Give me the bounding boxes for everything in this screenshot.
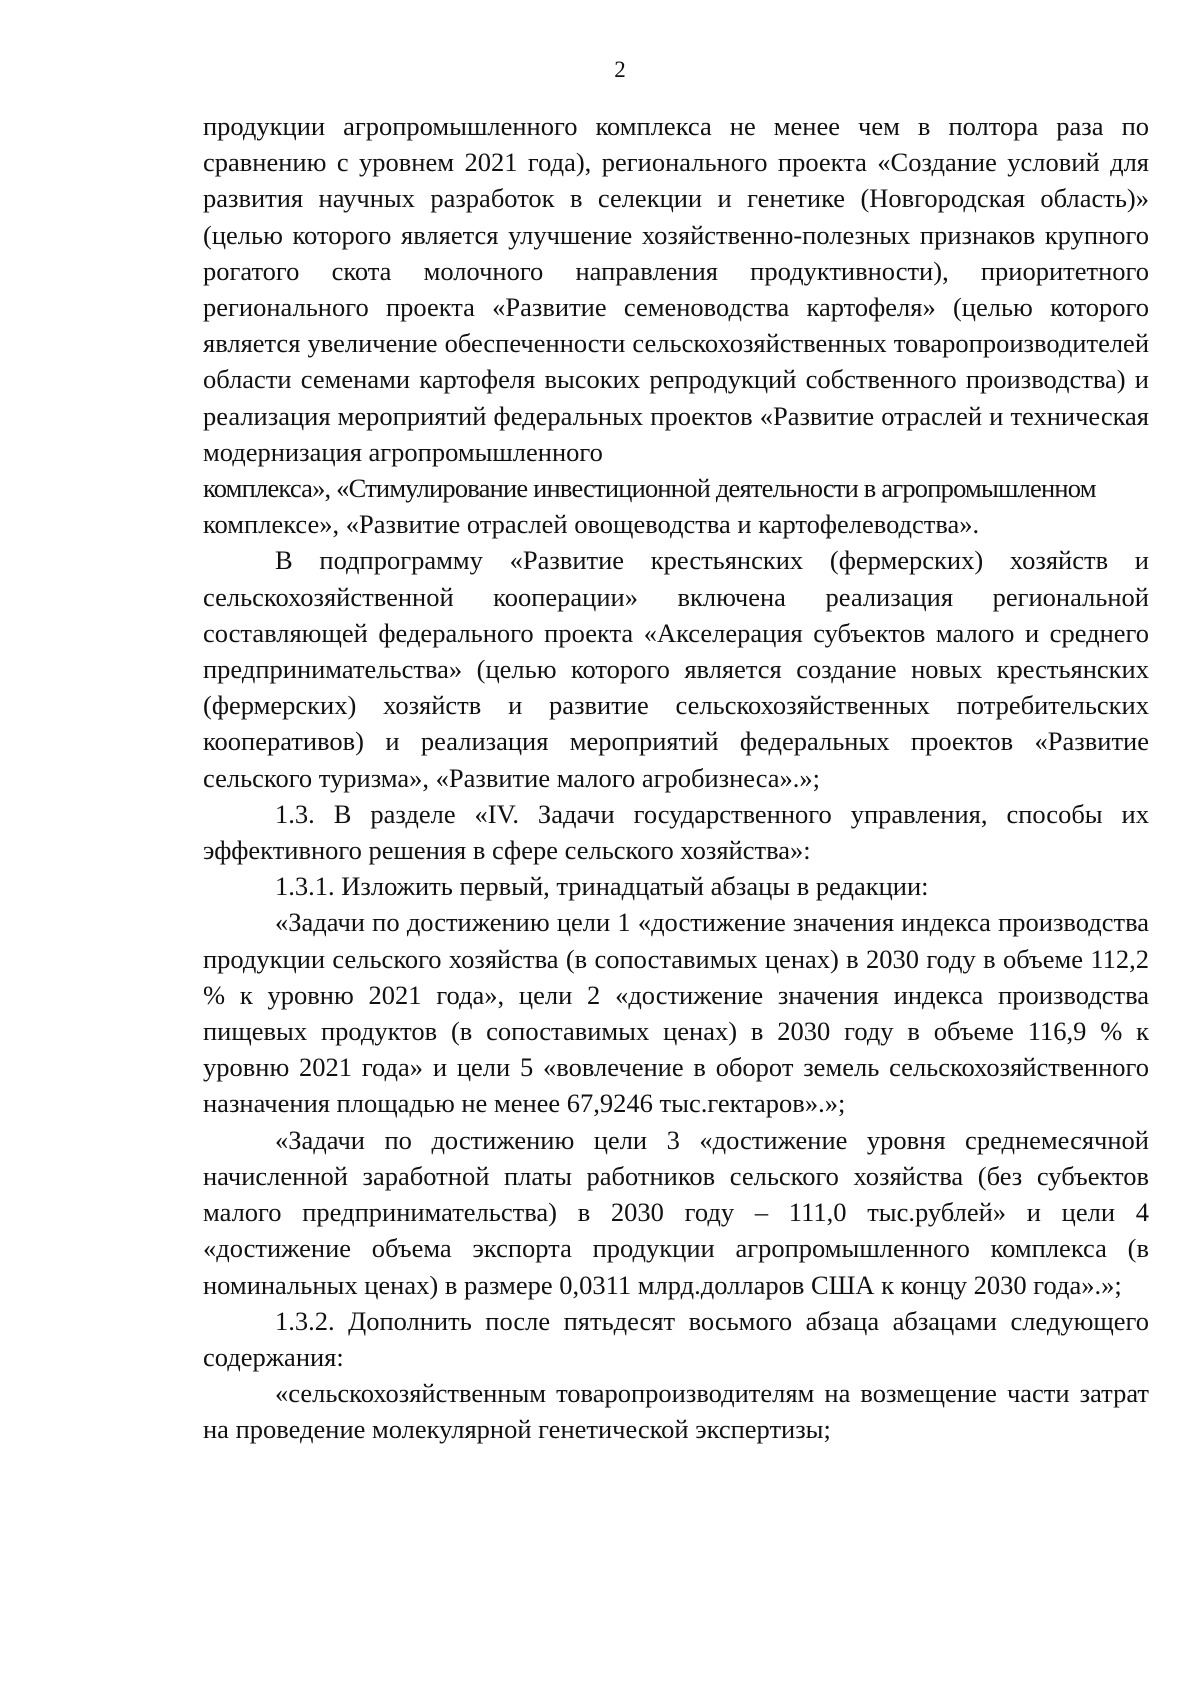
paragraph-quote-goals-1-2-5: «Задачи по достижению цели 1 «достижение значения индекса производства продукции сельского хозяйства (в сопоставимых ценах) в 2030 году в объеме 112,2 % к уровню 2021 года», цели 2 «достижение значения индекса производства пищевых продуктов (в сопоставимых ценах) в 2030 году в объеме 116,9 % к уровню 2021 года» и цели 5 «вовлечение в оборот земель сельскохозяйственного назначения площадью не менее 67,9246 тыс.гектаров».»; [203,907,1149,1119]
paragraph-quote-goals-3-4: «Задачи по достижению цели 3 «достижение уровня среднемесячной начисленной заработной платы работников сельского хозяйства (без субъектов малого предпринимательства) в 2030 году – 111,0 тыс.рублей» и цели 4 «достижение объема экспорта продукции агропромышленного комплекса (в номинальных ценах) в размере 0,0311 млрд.долларов США к концу 2030 года».»; [203,1124,1149,1300]
paragraph-continuation-line: комплекса», «Стимулирование инвестиционной деятельности в агропромышленном [203,473,1096,504]
paragraph-section-1-3: 1.3. В разделе «IV. Задачи государственного управления, способы их эффективного решения в сфере сельского хозяйства»: [203,798,1149,866]
page-number: 2 [614,57,626,82]
paragraph-continuation-end: комплексе», «Развитие отраслей овощеводства и картофелеводства». [203,509,980,540]
paragraph-quote-genetic-expertise: «сельскохозяйственным товаропроизводителям на возмещение части затрат на проведение молекулярной генетической экспертизы; [203,1378,1149,1445]
paragraph-section-1-3-2: 1.3.2. Дополнить после пятьдесят восьмого абзаца абзацами следующего содержания: [203,1305,1149,1372]
paragraph-section-1-3-1: 1.3.1. Изложить первый, тринадцатый абзацы в редакции: [275,871,929,902]
document-body [203,108,1149,1448]
paragraph-subprogram: В подпрограмму «Развитие крестьянских (фермерских) хозяйств и сельскохозяйственной кооперации» включена реализация региональной составляющей федерального проекта «Акселерация субъектов малого и среднего предпринимательства» (целью которого является создание новых крестьянских (фермерских) хозяйств и развитие сельскохозяйственных потребительских кооперативов) и реализация мероприятий федеральных проектов «Развитие сельского туризма», «Развитие малого агробизнеса».»; [203,545,1149,793]
paragraph-continuation: продукции агропромышленного комплекса не менее чем в полтора раза по сравнению с уровнем 2021 года), регионального проекта «Создание условий для развития научных разработок в селекции и генетике (Новгородская область)» (целью которого является улучшение хозяйственно-полезных признаков крупного рогатого скота молочного направления продуктивности), приоритетного регионального проекта «Развитие семеноводства картофеля» (целью которого является увеличение обеспеченности сельскохозяйственных товаропроизводителей области семенами картофеля высоких репродукций собственного производства) и реализация мероприятий федеральных проектов «Развитие отраслей и техническая модернизация агропромышленного [203,111,1149,467]
